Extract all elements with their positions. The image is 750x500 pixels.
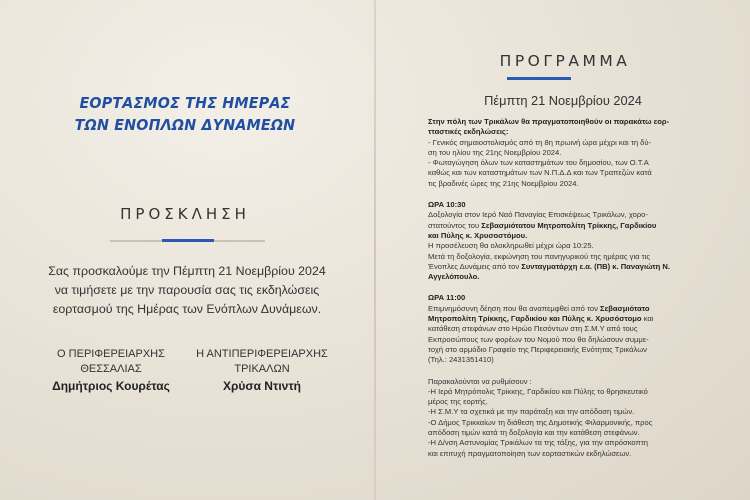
- program-line: Μετά τη δοξολογία, εκφώνηση του πανηγυρικού της ημέρας για τις: [428, 251, 650, 261]
- role-line: ΘΕΣΣΑΛΙΑΣ: [80, 363, 142, 375]
- program-line: Ένοπλες Δυνάμεις από τον Συνταγματάρχη ε.α. (ΠΒ) κ. Παναγιώτη Ν.: [428, 261, 671, 271]
- program-line: Επιμνημόσυνη δέηση που θα αναπεμφθεί από τον Σεβασμιότατο: [428, 303, 650, 313]
- program-body: [428, 117, 728, 459]
- program-line: (Τηλ.: 2431351410): [428, 355, 494, 365]
- program-line: - Φωταγώγηση όλων των καταστημάτων του δημοσίου, των Ο.Τ.Α: [428, 158, 649, 168]
- program-line: τοχή στο αρμόδιο Γραφείο της Περιφερειακής Ενότητας Τρικάλων: [428, 344, 647, 354]
- divider: [110, 240, 265, 242]
- signatory-role: [36, 347, 186, 377]
- program-line: -Η Σ.Μ.Υ τα σχετικά με την παράταξη και την απόδοση τιμών.: [428, 407, 635, 417]
- role-line: Ο ΠΕΡΙΦΕΡΕΙΑΡΧΗΣ: [57, 348, 165, 360]
- program-line: απόδοση τιμών κατά τη δοξολογία και την κατάθεση στεφάνων.: [428, 428, 640, 438]
- invitation-line: εορτασμού της Ημέρας των Ενόπλων Δυνάμεων.: [52, 302, 322, 316]
- program-line: τις βραδινές ώρες της 21ης Νοεμβρίου 2024.: [428, 178, 579, 188]
- program-line: -Ο Δήμος Τρικκαίων τη διάθεση της Δημοτικής Φιλαρμονικής, προς: [428, 417, 653, 427]
- signatory-name: Χρύσα Ντιντή: [222, 379, 302, 393]
- time-heading: ΩΡΑ 10:30: [428, 200, 466, 210]
- program-line: ση του ηλίου της 21ης Νοεμβρίου 2024.: [428, 147, 562, 157]
- time-heading: ΩΡΑ 11:00: [428, 293, 466, 303]
- invitation-heading: ΠΡΟΣΚΛΗΣΗ: [120, 205, 250, 223]
- program-line: -Η Ιερά Μητρόπολις Τρίκκης, Γαρδικίου και Πύλης το θρησκευτικό: [428, 386, 648, 396]
- signatory-name: Δημήτριος Κουρέτας: [52, 379, 170, 393]
- invitation-line: να τιμήσετε με την παρουσία σας τις εκδηλώσεις: [54, 283, 320, 297]
- right-page: [376, 0, 750, 500]
- program-line: - Γενικός σημαιοστολισμός από τη 8η πρωινή ώρα μέχρι και τη δύ-: [428, 137, 652, 147]
- program-line: -Η Δ/νση Αστυνομίας Τρικάλων τα της τάξης, για την απρόσκοπτη: [428, 438, 648, 448]
- program-date: Πέμπτη 21 Νοεμβρίου 2024: [484, 93, 642, 108]
- arrangements-heading: Παρακαλούνται να ρυθμίσουν :: [428, 376, 532, 386]
- left-page: [0, 0, 374, 500]
- intro-text: Στην πόλη των Τρικάλων θα πραγματοποιηθούν οι παρακάτω εορ-: [428, 117, 670, 126]
- program-line: Δοξολογία στον Ιερό Ναό Παναγίας Επισκέψεως Τρικάλων, χορο-: [428, 210, 648, 220]
- program-line: μέρος της εορτής.: [428, 397, 488, 407]
- program-line: Εκπροσώπους των φορέων του Νομού που θα δηλώσουν συμμε-: [428, 334, 649, 344]
- event-title-line: ΤΩΝ ΕΝΟΠΛΩΝ ΔΥΝΑΜΕΩΝ: [74, 116, 296, 134]
- program-line: κατάθεση στεφάνων στο Ηρώο Πεσόντων στη Σ.Μ.Υ από τους: [428, 324, 638, 334]
- invitation-text: [28, 262, 346, 319]
- program-line: και επιτυχή πραγματοποίηση των εορταστικών εκδηλώσεων.: [428, 448, 632, 458]
- role-line: ΤΡΙΚΑΛΩΝ: [234, 363, 290, 375]
- divider-accent: [507, 77, 571, 80]
- intro-text: τταστικές εκδηλώσεις:: [428, 127, 509, 137]
- signatory-role: [187, 347, 337, 377]
- divider-accent: [162, 239, 214, 242]
- invitation-line: Σας προσκαλούμε την Πέμπτη 21 Νοεμβρίου 2024: [48, 264, 326, 278]
- event-title-line: ΕΟΡΤΑΣΜΟΣ ΤΗΣ ΗΜΕΡΑΣ: [79, 94, 291, 112]
- program-line: Η προσέλευση θα ολοκληρωθεί μέχρι ώρα 10:25.: [428, 241, 594, 251]
- role-line: Η ΑΝΤΙΠΕΡΙΦΕΡΕΙΑΡΧΗΣ: [196, 348, 328, 360]
- program-line: και Πύλης κ. Χρυσοστόμου.: [428, 230, 528, 240]
- program-line: στατούντος του Σεβασμιότατου Μητροπολίτη Τρίκκης, Γαρδικίου: [428, 220, 657, 230]
- program-line: καθώς και των καταστημάτων των Ν.Π.Δ.Δ και των Τραπεζών κατά: [428, 168, 652, 178]
- program-heading: ΠΡΟΓΡΑΜΜΑ: [499, 52, 631, 70]
- program-line: Μητροπολίτη Τρίκκης, Γαρδικίου και Πύλης κ. Χρυσόστομο και: [428, 314, 654, 324]
- program-line: Αγγελόπουλο.: [428, 272, 480, 282]
- event-title: [52, 92, 319, 136]
